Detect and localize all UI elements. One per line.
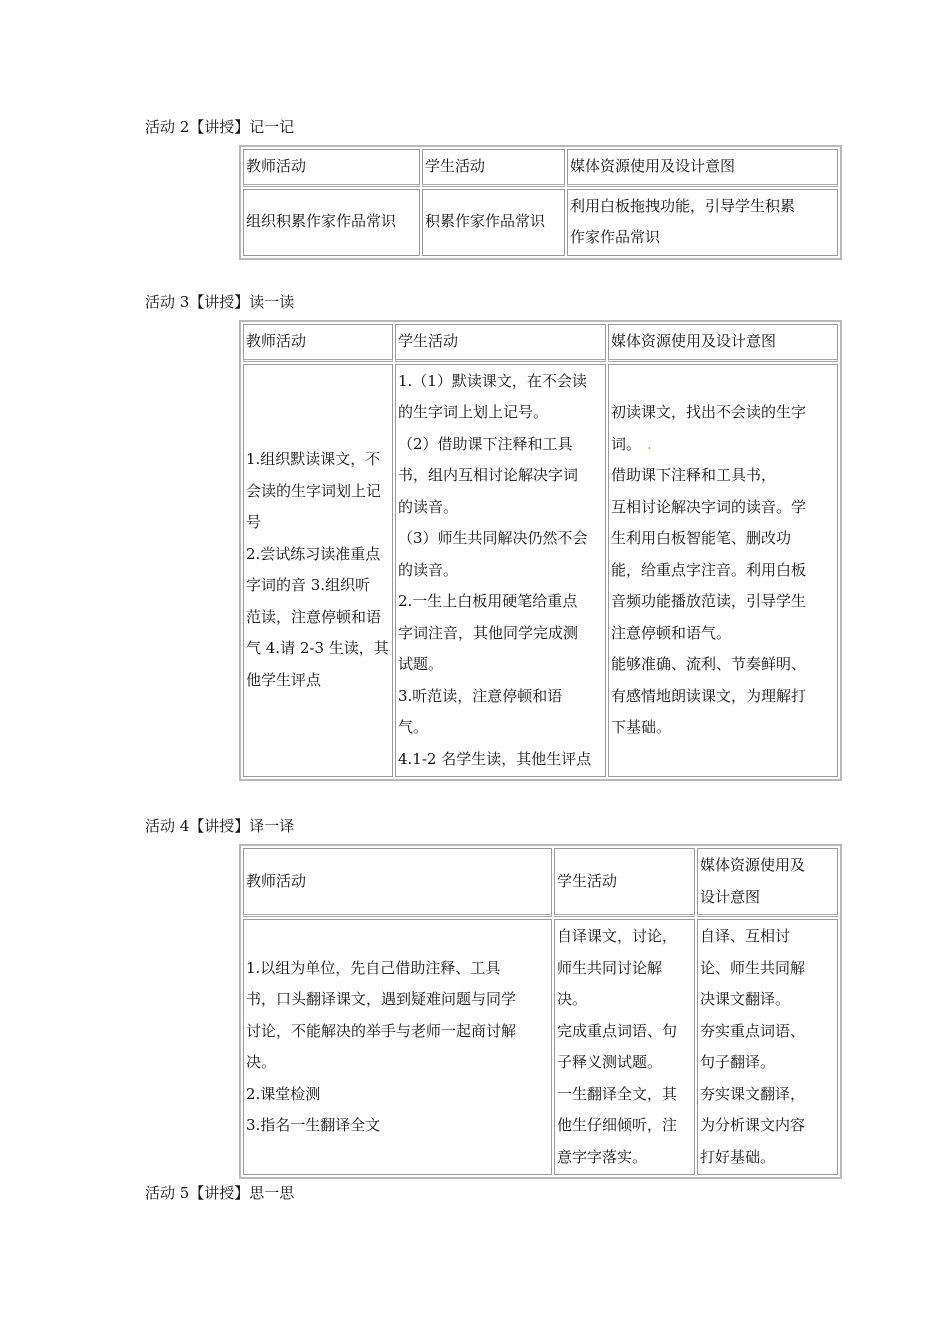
- cell-line: 打好基础。: [700, 1147, 776, 1166]
- cell-line: 讨论，不能解决的举手与老师一起商讨解: [246, 1021, 517, 1040]
- header-media-line: 媒体资源使用及: [700, 856, 806, 874]
- header-media-line: 设计意图: [700, 887, 761, 906]
- cell-line: 3.指名一生翻译全文: [246, 1116, 381, 1134]
- cell-line: 完成重点词语、句: [557, 1021, 678, 1040]
- activity-2-table: [239, 145, 842, 260]
- header-media: [697, 848, 838, 917]
- cell-line: 有感情地朗读课文，为理解打: [611, 686, 807, 705]
- cell-line: 1.以组为单位，先自己借助注释、工具: [246, 958, 501, 977]
- cell-line: 下基础。: [611, 718, 672, 736]
- cell-line: 生利用白板智能笔、删改功: [611, 529, 792, 547]
- header-student: 学生活动: [395, 324, 606, 362]
- cell-line: 书，口头翻译课文，遇到疑难问题与同学: [246, 990, 517, 1008]
- activity-3-table: [239, 320, 842, 781]
- teacher-activity-cell: [243, 919, 552, 1175]
- cell-line: 他生仔细倾听，注: [557, 1116, 678, 1134]
- cell-line: 为分析课文内容: [700, 1116, 806, 1134]
- cell-line: 音频功能播放范读，引导学生: [611, 592, 807, 610]
- cell-line: 3.听范读，注意停顿和语: [398, 686, 563, 705]
- activity-4-table: [239, 844, 842, 1179]
- header-media: 媒体资源使用及设计意图: [567, 149, 838, 187]
- cell-line: 2.一生上白板用硬笔给重点: [398, 592, 578, 610]
- cell-line: 气。: [398, 718, 429, 736]
- media-design-cell: [697, 919, 838, 1175]
- header-student: 学生活动: [554, 848, 695, 917]
- cell-line: 互相讨论解决字词的读音。学: [611, 497, 807, 516]
- cell-line: 4.1-2 名学生读，其他生评点: [398, 749, 592, 768]
- activity-5-heading: 活动 5【讲授】思一思: [145, 1184, 295, 1202]
- cell-line: 作家作品常识: [570, 228, 661, 246]
- cell-line: 决。: [246, 1053, 277, 1071]
- table-row: [243, 364, 838, 778]
- cell-line: 自译、互相讨: [700, 927, 791, 945]
- cell-line: 字词注音，其他同学完成测: [398, 623, 579, 642]
- cell-line: 书，组内互相讨论解决字词: [398, 466, 579, 484]
- cell-line: 他学生评点: [246, 670, 322, 689]
- cell-line: 词。: [611, 434, 642, 453]
- cell-line: 会读的生字词划上记: [246, 481, 382, 500]
- cell-line: 一生翻译全文，其: [557, 1084, 678, 1103]
- cell-line: 子释义测试题。: [557, 1053, 663, 1071]
- cell-line: 气 4.请 2-3 生读，其: [246, 639, 389, 658]
- cell-line: 积累作家作品常识: [425, 212, 546, 231]
- cell-line: 能够准确、流利、节奏鲜明、: [611, 655, 807, 673]
- cell-line: 范读，注意停顿和语: [246, 607, 382, 626]
- activity-2-heading: 活动 2【讲授】记一记: [145, 118, 295, 136]
- student-activity-cell: [395, 364, 606, 778]
- cell-line: 夯实重点词语、: [700, 1021, 806, 1040]
- table-row: [243, 919, 838, 1175]
- cell-line: 自译课文，讨论，: [557, 927, 678, 945]
- cell-line: 试题。: [398, 655, 444, 673]
- cell-line: 借助课下注释和工具书，: [611, 466, 777, 484]
- activity-3-heading: 活动 3【讲授】读一读: [145, 293, 295, 311]
- media-design-cell: [567, 189, 838, 256]
- cell-line: 2.尝试练习读准重点: [246, 544, 381, 563]
- cell-line: （2）借助课下注释和工具: [398, 434, 573, 453]
- cell-line: 1.组织默读课文，不: [246, 450, 381, 469]
- cell-line: 2.课堂检测: [246, 1084, 321, 1103]
- header-media: 媒体资源使用及设计意图: [608, 324, 838, 362]
- cell-line: 利用白板拖拽功能，引导学生积累: [570, 196, 796, 215]
- cell-line: 注意停顿和语气。: [611, 623, 732, 642]
- cell-line: 句子翻译。: [700, 1053, 776, 1071]
- header-teacher: 教师活动: [243, 324, 393, 362]
- cell-line: 师生共同讨论解: [557, 958, 663, 977]
- header-student: 学生活动: [422, 149, 565, 187]
- cell-line: 决课文翻译。: [700, 990, 791, 1008]
- media-design-cell: [608, 364, 838, 778]
- header-teacher: 教师活动: [243, 848, 552, 917]
- highlight-mark: .: [647, 434, 652, 453]
- cell-line: 字词的音 3.组织听: [246, 576, 371, 595]
- cell-line: 组织积累作家作品常识: [246, 212, 397, 231]
- table-header-row: [243, 848, 838, 917]
- student-activity-cell: [422, 189, 565, 256]
- table-header-row: [243, 149, 838, 187]
- cell-line: 号: [246, 513, 262, 532]
- cell-line: 的生字词上划上记号。: [398, 403, 549, 421]
- cell-line: 1.（1）默读课文，在不会读: [398, 371, 587, 390]
- teacher-activity-cell: [243, 364, 393, 778]
- cell-line: 决。: [557, 990, 588, 1008]
- cell-line: 意字字落实。: [557, 1147, 648, 1166]
- header-teacher: 教师活动: [243, 149, 420, 187]
- cell-line: 论、师生共同解: [700, 958, 806, 977]
- cell-line: 夯实课文翻译，: [700, 1084, 806, 1103]
- activity-4-heading: 活动 4【讲授】译一译: [145, 817, 295, 835]
- cell-line: （3）师生共同解决仍然不会: [398, 529, 588, 547]
- teacher-activity-cell: [243, 189, 420, 256]
- cell-line: 的读音。: [398, 560, 459, 579]
- student-activity-cell: [554, 919, 695, 1175]
- table-header-row: [243, 324, 838, 362]
- cell-line: 初读课文，找出不会读的生字: [611, 403, 807, 421]
- cell-line: 能，给重点字注音。利用白板: [611, 560, 807, 579]
- cell-line: 的读音。: [398, 497, 459, 516]
- table-row: [243, 189, 838, 256]
